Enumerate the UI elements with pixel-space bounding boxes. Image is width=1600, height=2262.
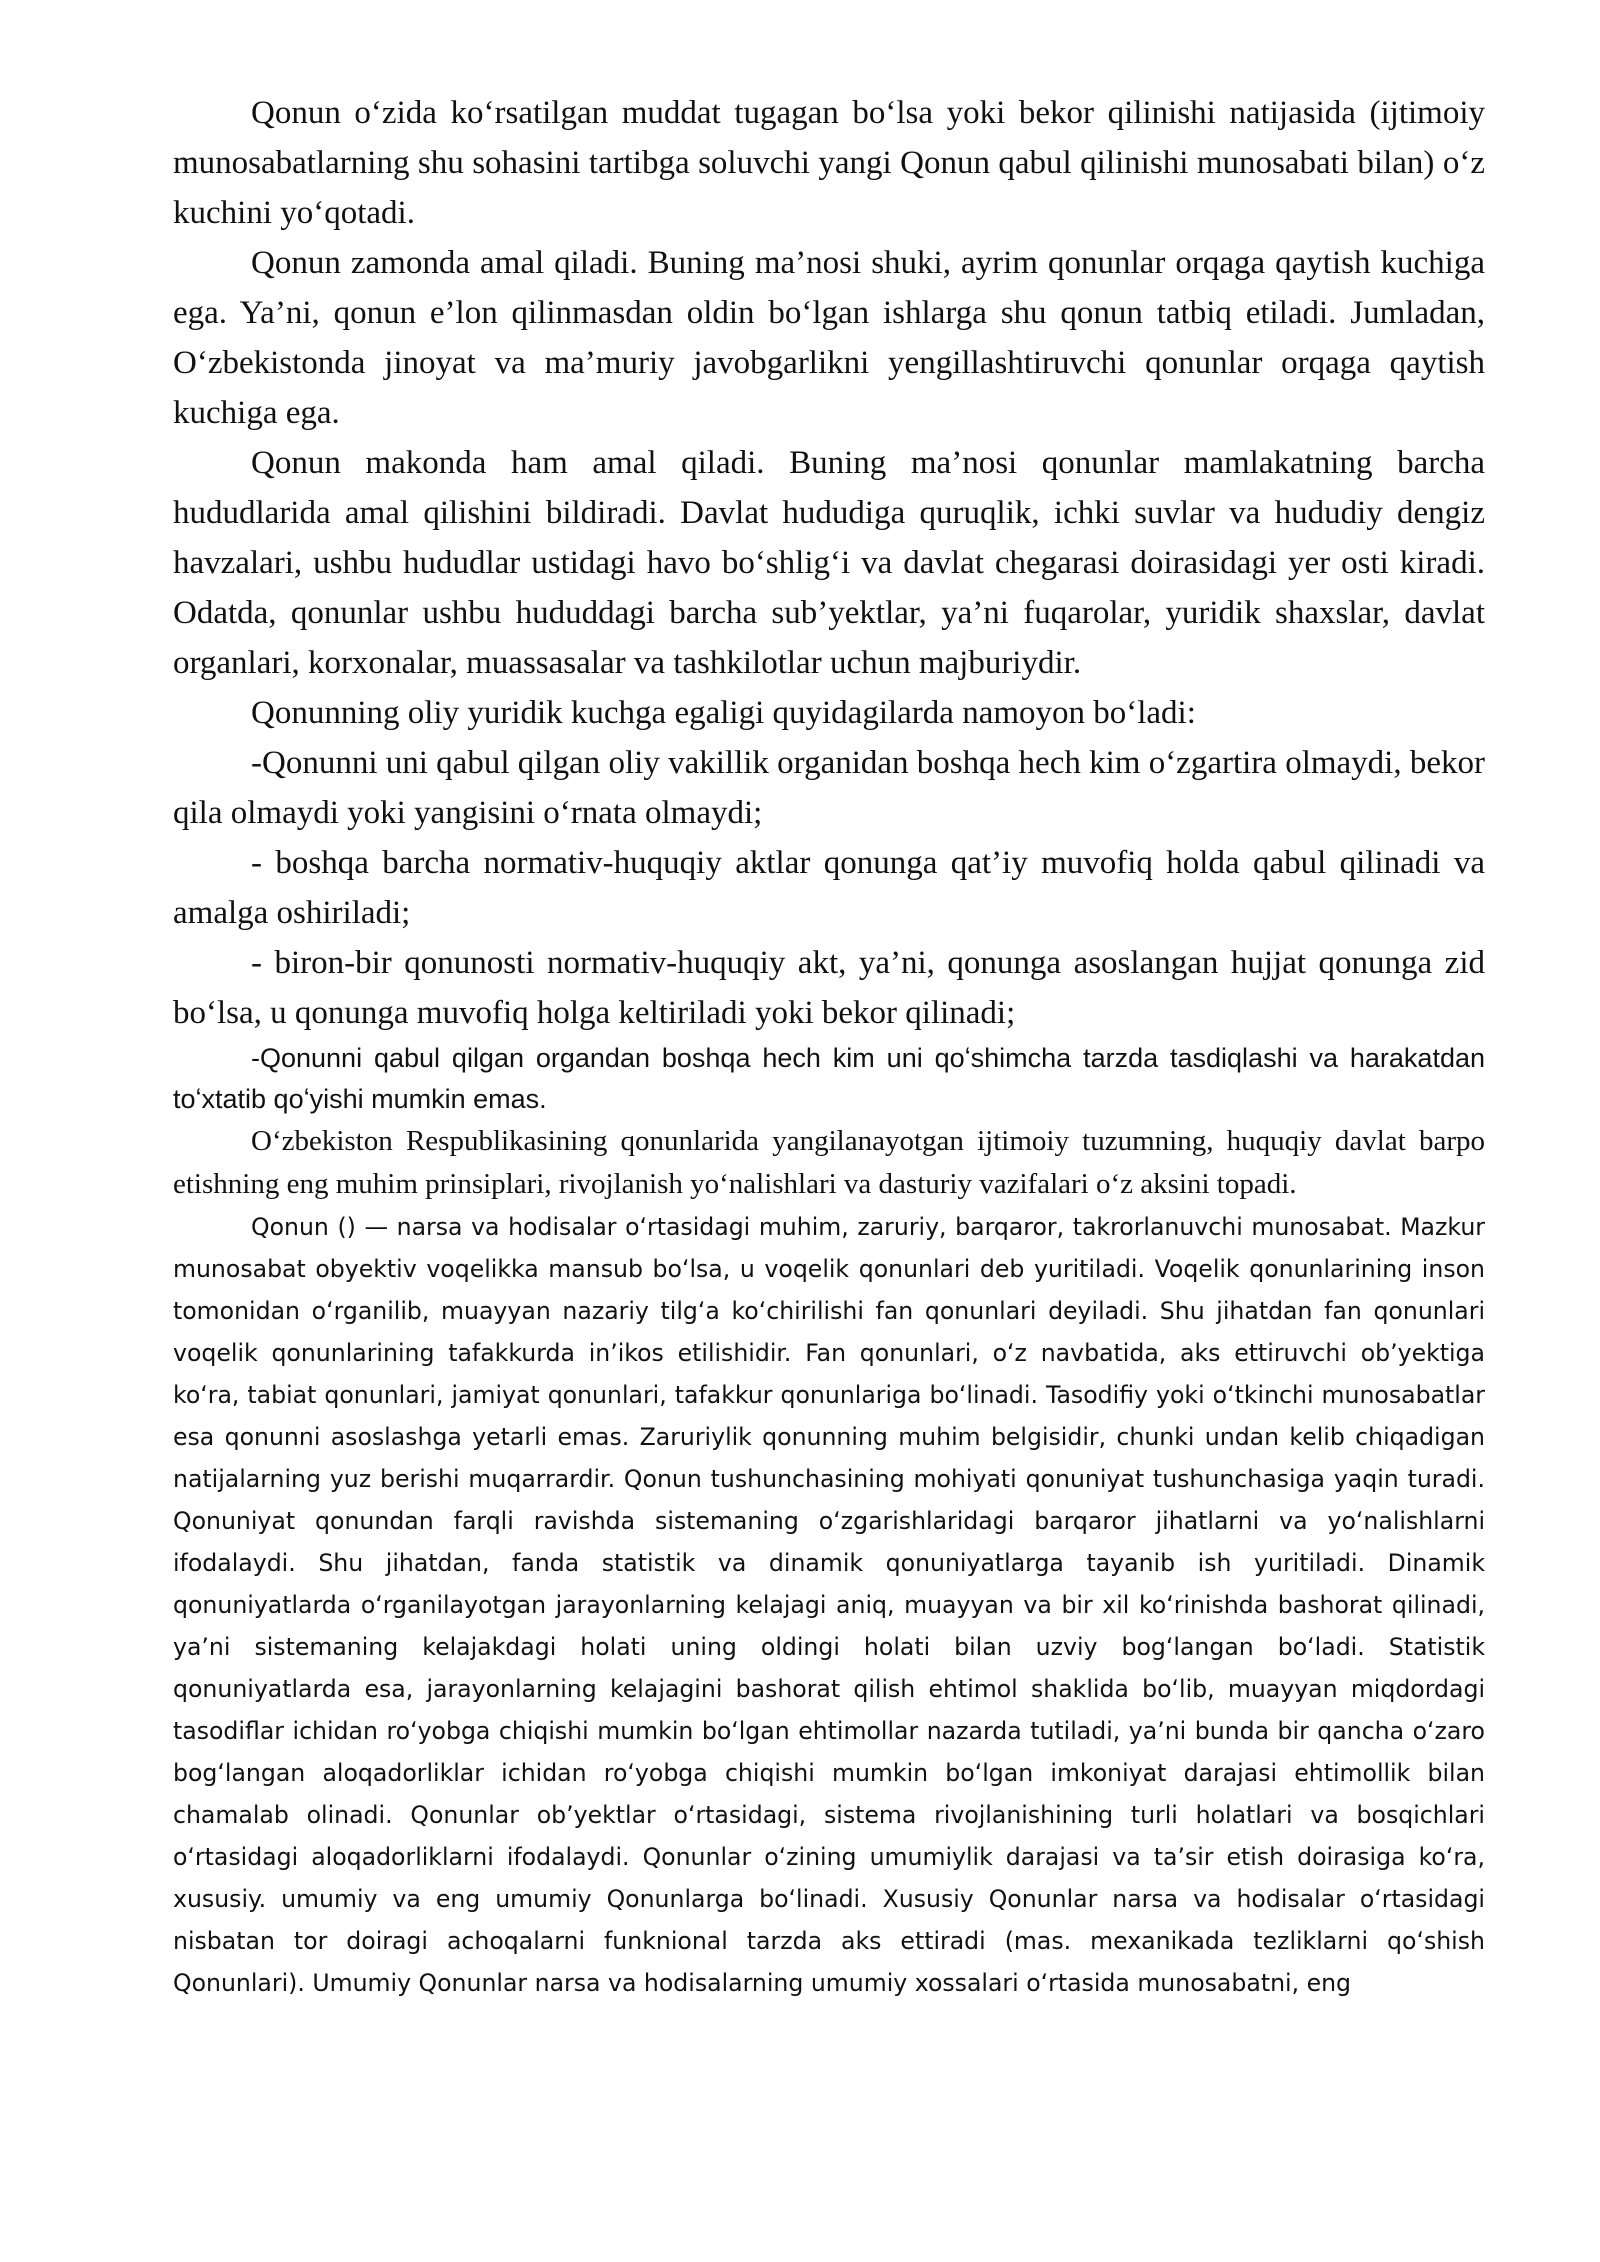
list-item-no-confirmation: -Qonunni qabul qilgan organdan boshqa hech kim uni qoʻshimcha tarzda tasdiqlashi va harakatdan toʻxtatib qoʻyishi mumkin emas.: [173, 1043, 1485, 1114]
paragraph-law-in-space: Qonun makonda ham amal qiladi. Buning ma’nosi qonunlar mamlakatning barcha hududlarida amal qilishini bildiradi. Davlat hududiga quruqlik, ichki suvlar va hududiy dengiz havzalari, ushbu hududlar ustidagi havo boʻshligʻi va davlat chegarasi doirasidagi yer osti kiradi. Odatda, qonunlar ushbu hududdagi barcha sub’yektlar, ya’ni fuqarolar, yuridik shaxslar, davlat organlari, korxonalar, muassasalar va tashkilotlar uchun majburiydir.: [173, 445, 1485, 681]
list-item-no-amendment: -Qonunni uni qabul qilgan oliy vakillik organidan boshqa hech kim oʻzgartira olmaydi, bekor qila olmaydi yoki yangisini oʻrnata olmaydi;: [173, 745, 1485, 831]
paragraph-law-in-time: Qonun zamonda amal qiladi. Buning ma’nosi shuki, ayrim qonunlar orqaga qaytish kuchiga ega. Ya’ni, qonun e’lon qilinmasdan oldin boʻlgan ishlarga shu qonun tatbiq etiladi. Jumladan, Oʻzbekistonda jinoyat va ma’muriy javobgarlikni yengillashtiruvchi qonunlar orqaga qaytish kuchiga ega.: [173, 245, 1485, 431]
paragraph-uzbekistan-laws: Oʻzbekiston Respublikasining qonunlarida yangilanayotgan ijtimoiy tuzumning, huquqiy davlat barpo etishning eng muhim prinsiplari, rivojlanish yoʻnalishlari va dasturiy vazifalari oʻz aksini topadi.: [173, 1125, 1485, 1200]
paragraph-law-definition: Qonun () — narsa va hodisalar oʻrtasidagi muhim, zaruriy, barqaror, takrorlanuvchi munosabat. Mazkur munosabat obyektiv voqelikka mansub boʻlsa, u voqelik qonunlari deb yuritiladi. Voqelik qonunlarining inson tomonidan oʻrganilib, muayyan nazariy tilgʻa koʻchirilishi fan qonunlari deyiladi. Shu jihatdan fan qonunlari voqelik qonunlarining tafakkurda in’ikos etilishidir. Fan qonunlari, oʻz navbatida, aks ettiruvchi ob’yektiga koʻra, tabiat qonunlari, jamiyat qonunlari, tafakkur qonunlariga boʻlinadi. Tasodifiy yoki oʻtkinchi munosabatlar esa qonunni asoslashga yetarli emas. Zaruriylik qonunning muhim belgisidir, chunki undan kelib chiqadigan natijalarning yuz berishi muqarrardir. Qonun tushunchasining mohiyati qonuniyat tushunchasiga yaqin turadi. Qonuniyat qonundan farqli ravishda sistemaning oʻzgarishlaridagi barqaror jihatlarni va yoʻnalishlarni ifodalaydi. Shu jihatdan, fanda statistik va dinamik qonuniyatlarga tayanib ish yuritiladi. Dinamik qonuniyatlarda oʻrganilayotgan jarayonlarning kelajagi aniq, muayyan va bir xil koʻrinishda bashorat qilinadi, ya’ni sistemaning kelajakdagi holati uning oldingi holati bilan uzviy bogʻlangan boʻladi. Statistik qonuniyatlarda esa, jarayonlarning kelajagini bashorat qilish ehtimol shaklida boʻlib, muayyan miqdordagi tasodiflar ichidan roʻyobga chiqishi mumkin boʻlgan ehtimollar nazarda tutiladi, ya’ni bunda bir qancha oʻzaro bogʻlangan aloqadorliklar ichidan roʻyobga chiqishi mumkin boʻlgan imkoniyat darajasi ehtimollik bilan chamalab olinadi. Qonunlar ob’yektlar oʻrtasidagi, sistema rivojlanishining turli holatlari va bosqichlari oʻrtasidagi aloqadorliklarni ifodalaydi. Qonunlar oʻzining umumiylik darajasi va ta’sir etish doirasiga koʻra, xususiy. umumiy va eng umumiy Qonunlarga boʻlinadi. Xususiy Qonunlar narsa va hodisalar oʻrtasidagi nisbatan tor doiragi achoqalarni funknional tarzda aks ettiradi (mas. mexanikada tezliklarni qoʻshish Qonunlari). Umumiy Qonunlar narsa va hodisalarning umumiy xossalari oʻrtasida munosabatni, eng: [173, 1213, 1485, 1997]
list-item-compliance: - boshqa barcha normativ-huquqiy aktlar qonunga qat’iy muvofiq holda qabul qilinadi va amalga oshiriladi;: [173, 845, 1485, 931]
paragraph-supreme-force-intro: Qonunning oliy yuridik kuchga egaligi quyidagilarda namoyon boʻladi:: [251, 695, 1196, 731]
paragraph-law-expiry: Qonun oʻzida koʻrsatilgan muddat tugagan boʻlsa yoki bekor qilinishi natijasida (ijtimoiy munosabatlarning shu sohasini tartibga soluvchi yangi Qonun qabul qilinishi munosabati bilan) oʻz kuchini yoʻqotadi.: [173, 95, 1485, 231]
document-page: [173, 88, 1485, 2004]
list-item-conformity: - biron-bir qonunosti normativ-huquqiy akt, ya’ni, qonunga asoslangan hujjat qonunga zid boʻlsa, u qonunga muvofiq holga keltiriladi yoki bekor qilinadi;: [173, 945, 1485, 1031]
